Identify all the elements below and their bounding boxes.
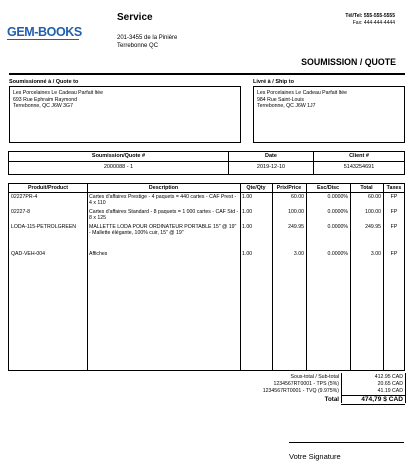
- header-price: Prix/Price: [276, 184, 302, 191]
- fax-line: [345, 20, 395, 27]
- header-discount: Esc/Disc: [316, 184, 340, 191]
- row-qty: 1.00: [242, 224, 253, 230]
- items-table: [8, 183, 405, 371]
- row-description: MALLETTE LODA POUR ORDINATEUR PORTABLE 15" @ 19" - Mallette élégante, 100% cuir, 15" @ 19": [89, 224, 237, 237]
- ship-to-line2: 984 Rue Saint-Louis: [257, 96, 305, 103]
- header-divider: [9, 73, 405, 75]
- row-total: 249.95: [365, 224, 381, 230]
- header-total: Total: [360, 184, 373, 191]
- row-price: 249.95: [288, 224, 304, 230]
- tvq-value: 41.19 CAD: [377, 388, 403, 394]
- row-product: 02227-8: [11, 209, 31, 215]
- row-price: 60.00: [291, 194, 304, 200]
- row-product: LODA-115-PETROLGREEN: [11, 224, 77, 230]
- date-label: Date: [265, 153, 277, 159]
- row-product: QAD-VEH-004: [11, 251, 46, 257]
- header-taxes: Taxes: [386, 184, 402, 191]
- ship-to-line3: Terrebonne, QC J6W 1J7: [257, 103, 316, 109]
- row-qty: 1.00: [242, 251, 253, 257]
- logo-underline: [7, 39, 79, 40]
- quote-info-grid: [8, 151, 405, 175]
- document-title: SOUMISSION / QUOTE: [301, 57, 396, 67]
- ship-to-box: [253, 86, 405, 143]
- row-total: 60.00: [368, 194, 381, 200]
- row-discount: 0.0000%: [327, 224, 348, 230]
- header-description: Description: [148, 184, 179, 191]
- phone-value: 555-555-5555: [363, 13, 395, 19]
- client-cell: [314, 152, 404, 174]
- date-value: 2019-12-10: [256, 164, 286, 170]
- company-address-line2: Terrebonne QC: [117, 43, 159, 49]
- tvq-label: 1234567RT0001 - TVQ (9.975%): [262, 388, 339, 394]
- signature-label: Votre Signature: [289, 452, 341, 461]
- tps-value: 20.65 CAD: [377, 381, 403, 387]
- tps-label: 1234567RT0001 - TPS (5%): [273, 381, 339, 387]
- row-discount: 0.0000%: [327, 251, 348, 257]
- header-qty: Qte/Qty: [246, 184, 266, 191]
- bill-to-line1: Les Porcelaines Le Cadeau Parfait ltée: [13, 90, 103, 96]
- bill-to-line3: Terrebonne, QC J6W 3G7: [13, 103, 73, 109]
- phone-line: [345, 13, 395, 20]
- row-total: 100.00: [365, 209, 381, 215]
- fax-value: 444-444-4444: [363, 20, 395, 26]
- company-address: [117, 34, 177, 50]
- company-address-line1: 201-3455 de la Pinière: [117, 35, 178, 41]
- row-taxes: FP: [390, 251, 398, 257]
- row-price: 3.00: [293, 251, 304, 257]
- row-discount: 0.0000%: [327, 194, 348, 200]
- total-value: 474,79 $ CAD: [361, 396, 403, 403]
- col-divider: [240, 184, 241, 370]
- totals-divider: [341, 373, 342, 403]
- client-label: Client #: [349, 153, 369, 159]
- total-label: Total: [324, 396, 339, 403]
- totals-block: [223, 373, 405, 413]
- phone-label: Tél/Tel:: [345, 13, 363, 19]
- date-cell: [229, 152, 314, 174]
- row-description: Affiches: [89, 251, 108, 257]
- row-price: 100.00: [288, 209, 304, 215]
- fax-label: Fax:: [352, 20, 363, 26]
- items-header-divider: [9, 192, 404, 193]
- totals-divider: [405, 373, 406, 403]
- row-description: Cartes d'affaires Prestige - 4 paquets = 440 cartes - CAF Prest - 4 x 110: [89, 194, 237, 207]
- quote-number-cell: [9, 152, 229, 174]
- signature-line: [289, 442, 404, 443]
- row-taxes: FP: [390, 224, 398, 230]
- bill-to-box: [9, 86, 241, 143]
- row-taxes: FP: [390, 209, 398, 215]
- client-value: 5143254691: [343, 164, 375, 170]
- col-divider: [87, 184, 88, 370]
- row-qty: 1.00: [242, 194, 253, 200]
- bill-to-label: Soumissionné à / Quote to: [9, 79, 79, 85]
- row-taxes: FP: [390, 194, 398, 200]
- row-description: Cartes d'affaires Standard - 8 paquets = 1 000 cartes - CAF Std - 8 x 125: [89, 209, 239, 222]
- ship-to-label: Livré à / Ship to: [253, 79, 294, 85]
- row-total: 3.00: [370, 251, 381, 257]
- bill-to-line2: 693 Rue Ephraim Raymond: [13, 96, 78, 103]
- quote-number-label: Soumission/Quote #: [91, 153, 146, 159]
- company-logo: GEM-BOOKS: [7, 25, 82, 39]
- row-qty: 1.00: [242, 209, 253, 215]
- row-discount: 0.0000%: [327, 209, 348, 215]
- row-product: 02227PR-4: [11, 194, 38, 200]
- subtotal-value: 412.95 CAD: [374, 374, 403, 380]
- header-product: Produit/Product: [27, 184, 69, 191]
- subtotal-label: Sous-total / Sub-total: [290, 374, 339, 380]
- quote-number-value: 2000088 - 1: [103, 164, 134, 170]
- company-name: Service: [117, 12, 153, 23]
- company-contact: [345, 13, 395, 27]
- ship-to-line1: Les Porcelaines Le Cadeau Parfait ltée: [257, 90, 347, 96]
- total-bottom-rule: [341, 404, 405, 405]
